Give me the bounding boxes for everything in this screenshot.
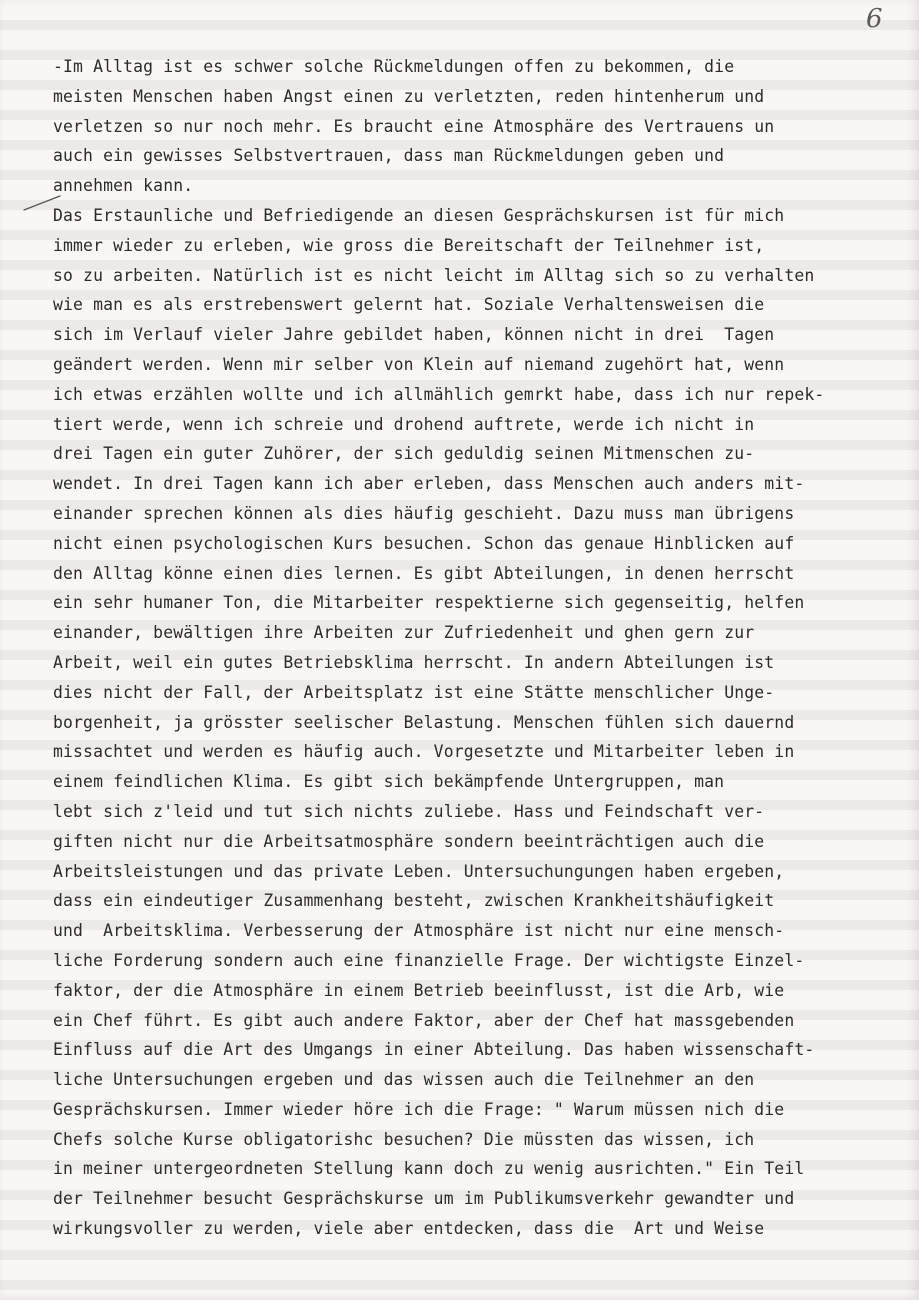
text-line: Arbeitsleistungen und das private Leben. Untersuchungungen haben ergeben, <box>53 861 785 881</box>
text-line: wirkungsvoller zu werden, viele aber entdecken, dass die Art und Weise <box>53 1219 765 1239</box>
text-line: wendet. In drei Tagen kann ich aber erleben, dass Menschen auch anders mit- <box>53 474 805 494</box>
text-line: sich im Verlauf vieler Jahre gebildet haben, können nicht in drei Tagen <box>53 325 775 345</box>
text-line: und Arbeitsklima. Verbesserung der Atmosphäre ist nicht nur eine mensch- <box>53 921 785 941</box>
text-line: tiert werde, wenn ich schreie und drohend auftrete, werde ich nicht in <box>53 414 755 434</box>
text-line: lebt sich z'leid und tut sich nichts zuliebe. Hass und Feindschaft ver- <box>53 801 765 821</box>
text-line: Einfluss auf die Art des Umgangs in einer Abteilung. Das haben wissenschaft- <box>53 1040 815 1060</box>
text-line: nicht einen psychologischen Kurs besuchen. Schon das genaue Hinblicken auf <box>53 533 795 553</box>
text-line: verletzen so nur noch mehr. Es braucht eine Atmosphäre des Vertrauens un <box>53 116 775 136</box>
text-line: einander, bewältigen ihre Arbeiten zur Zufriedenheit und ghen gern zur <box>53 623 755 643</box>
text-line: liche Untersuchungen ergeben und das wissen auch die Teilnehmer an den <box>53 1070 755 1090</box>
text-line: einander sprechen können als dies häufig geschieht. Dazu muss man übrigens <box>53 503 795 523</box>
text-line: meisten Menschen haben Angst einen zu verletzten, reden hintenherum und <box>53 86 765 106</box>
text-line: -Im Alltag ist es schwer solche Rückmeldungen offen zu bekommen, die <box>53 57 735 76</box>
text-line: Gesprächskursen. Immer wieder höre ich die Frage: " Warum müssen nich die <box>53 1099 785 1119</box>
text-line: dass ein eindeutiger Zusammenhang besteht, zwischen Krankheitshäufigkeit <box>53 891 775 911</box>
page-number: 6 <box>866 4 883 34</box>
text-line: einem feindlichen Klima. Es gibt sich bekämpfende Untergruppen, man <box>53 772 725 792</box>
text-line: immer wieder zu erleben, wie gross die Bereitschaft der Teilnehmer ist, <box>53 235 765 255</box>
text-line: ein Chef führt. Es gibt auch andere Faktor, aber der Chef hat massgebenden <box>53 1010 795 1030</box>
text-line: dies nicht der Fall, der Arbeitsplatz ist eine Stätte menschlicher Unge- <box>53 682 775 702</box>
text-line: drei Tagen ein guter Zuhörer, der sich geduldig seinen Mitmenschen zu- <box>53 444 755 464</box>
text-line: giften nicht nur die Arbeitsatmosphäre sondern beeinträchtigen auch die <box>53 831 765 851</box>
text-line: der Teilnehmer besucht Gesprächskurse um im Publikumsverkehr gewandter und <box>53 1189 795 1209</box>
text-line: Arbeit, weil ein gutes Betriebsklima herrscht. In andern Abteilungen ist <box>53 652 775 672</box>
text-line: geändert werden. Wenn mir selber von Klein auf niemand zugehört hat, wenn <box>53 354 785 374</box>
text-line: Das Erstaunliche und Befriedigende an diesen Gesprächskursen ist für mich <box>53 205 785 225</box>
text-line: den Alltag könne einen dies lernen. Es gibt Abteilungen, in denen herrscht <box>53 563 795 583</box>
text-line: in meiner untergeordneten Stellung kann doch zu wenig ausrichten." Ein Teil <box>53 1159 805 1179</box>
text-line: Chefs solche Kurse obligatorishc besuchen? Die müssten das wissen, ich <box>53 1129 755 1149</box>
text-line: annehmen kann. <box>53 176 194 196</box>
text-line: missachtet und werden es häufig auch. Vorgesetzte und Mitarbeiter leben in <box>53 742 795 762</box>
text-line: ich etwas erzählen wollte und ich allmählich gemrkt habe, dass ich nur repek- <box>53 384 825 404</box>
text-line: so zu arbeiten. Natürlich ist es nicht leicht im Alltag sich so zu verhalten <box>53 265 815 285</box>
body-text <box>53 52 873 1244</box>
text-line: wie man es als erstrebenswert gelernt hat. Soziale Verhaltensweisen die <box>53 295 765 315</box>
text-line: liche Forderung sondern auch eine finanzielle Frage. Der wichtigste Einzel- <box>53 950 805 970</box>
text-line: ein sehr humaner Ton, die Mitarbeiter respektierne sich gegenseitig, helfen <box>53 593 805 613</box>
text-line: faktor, der die Atmosphäre in einem Betrieb beeinflusst, ist die Arb, wie <box>53 980 785 1000</box>
text-line: borgenheit, ja grösster seelischer Belastung. Menschen fühlen sich dauernd <box>53 712 795 732</box>
text-line: auch ein gewisses Selbstvertrauen, dass man Rückmeldungen geben und <box>53 146 725 166</box>
